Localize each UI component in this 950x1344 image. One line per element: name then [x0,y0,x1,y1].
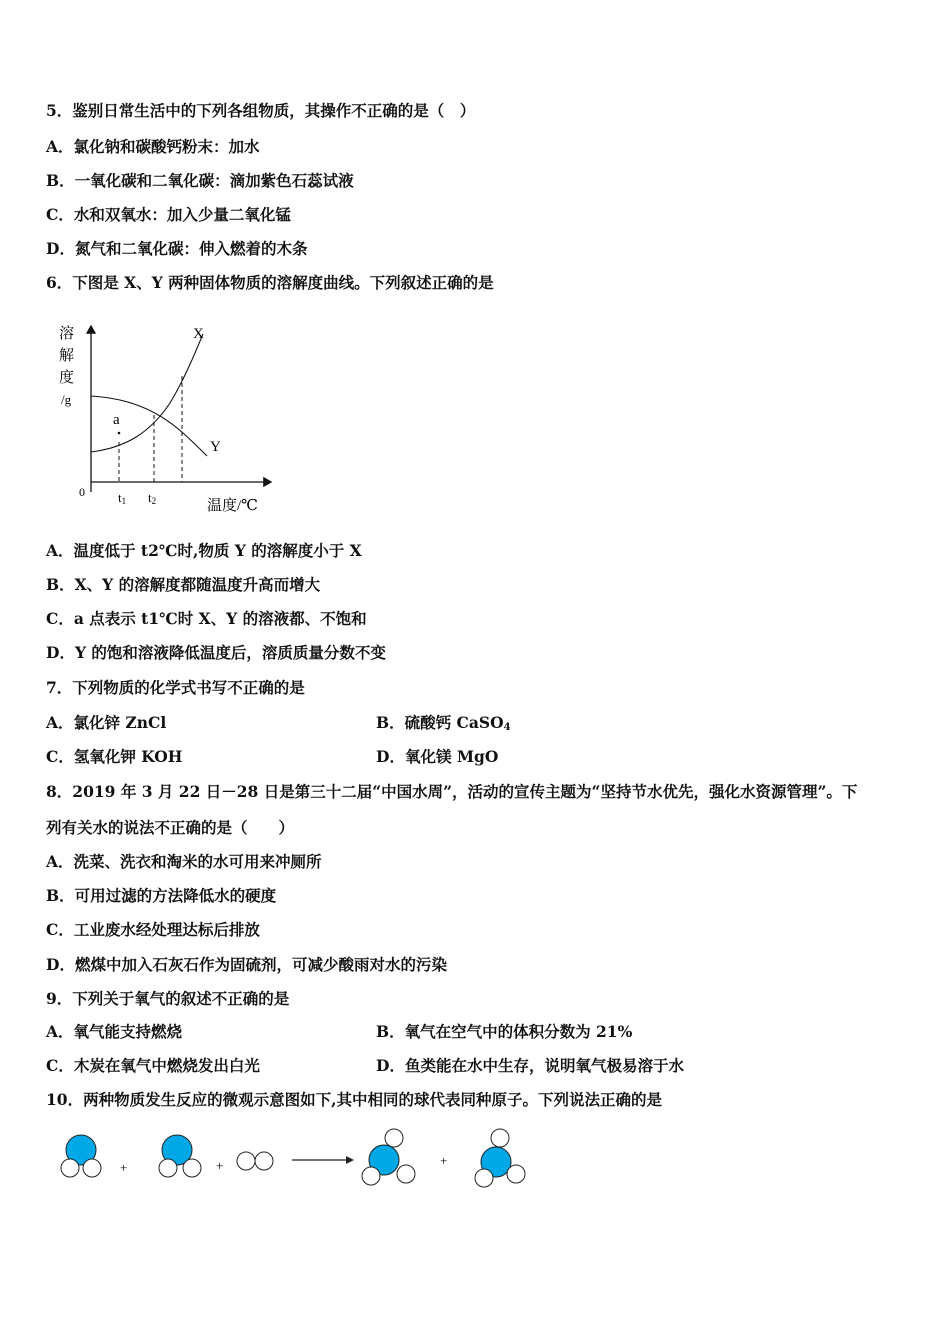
reaction-arrow-icon [292,1156,354,1164]
plus-sign-2: + [216,1158,224,1173]
tick-t1: t1 [118,490,127,506]
q5-option-a: A．氯化钠和碳酸钙粉末：加水 [46,137,260,156]
plus-sign-1: + [120,1160,128,1175]
q8-option-d: D．燃煤中加入石灰石作为固硫剂，可减少酸雨对水的污染 [46,955,447,974]
q5-option-d: D．氮气和二氧化碳：伸入燃着的木条 [46,239,308,258]
ylabel-char-4: /g [61,392,72,407]
point-a-dot [118,432,121,435]
molecule-product-1 [362,1129,415,1185]
q6-option-b: B．X、Y 的溶解度都随温度升高而增大 [46,575,321,594]
q5-option-b: B．一氧化碳和二氧化碳：滴加紫色石蕊试液 [46,171,354,190]
q7-stem: 7．下列物质的化学式书写不正确的是 [46,678,305,697]
molecule-reactant-2 [159,1135,201,1177]
q9-option-b: B．氧气在空气中的体积分数为 21% [376,1022,633,1041]
q6-option-d: D．Y 的饱和溶液降低温度后，溶质质量分数不变 [46,643,386,662]
plus-sign-3: + [440,1153,448,1168]
q6-stem: 6．下图是 X、Y 两种固体物质的溶解度曲线。下列叙述正确的是 [46,273,494,292]
solubility-chart [55,318,275,518]
q6-option-a: A．温度低于 t2℃时,物质 Y 的溶解度小于 X [46,541,362,560]
reaction-diagram [40,1120,560,1200]
molecule-reactant-1 [61,1135,101,1177]
q10-stem: 10．两种物质发生反应的微观示意图如下,其中相同的球代表同种原子。下列说法正确的是 [46,1090,662,1109]
q9-option-c: C．木炭在氧气中燃烧发出白光 [46,1056,260,1075]
curve-y [91,396,207,456]
ylabel-char-1: 溶 [59,326,75,342]
q5-option-c: C．水和双氧水：加入少量二氧化锰 [46,205,291,224]
curve-y-label: Y [210,439,221,455]
molecule-product-2 [475,1129,525,1187]
q8-option-c: C．工业废水经处理达标后排放 [46,920,260,939]
curve-x [91,334,203,452]
q5-stem: 5．鉴别日常生活中的下列各组物质，其操作不正确的是（ ） [46,101,476,120]
q7-option-c: C．氢氧化钾 KOH [46,747,183,766]
q9-option-a: A．氧气能支持燃烧 [46,1022,183,1041]
curve-x-label: X [193,326,204,342]
ylabel-char-3: 度 [59,370,75,386]
q7-option-b: B．硫酸钙 CaSO$_4$ [376,713,511,733]
q8-option-b: B．可用过滤的方法降低水的硬度 [46,886,277,905]
q9-stem: 9．下列关于氧气的叙述不正确的是 [46,989,290,1008]
tick-t2: t2 [148,490,157,506]
q8-stem-line2: 列有关水的说法不正确的是（ ） [46,818,295,837]
molecule-reactant-3 [237,1152,273,1170]
q8-option-a: A．洗菜、洗衣和淘米的水可用来冲厕所 [46,852,322,871]
origin-label: 0 [79,485,85,499]
q7-option-d: D．氧化镁 MgO [376,747,499,766]
q6-option-c: C．a 点表示 t1℃时 X、Y 的溶液都、不饱和 [46,609,367,628]
q7-option-a: A．氯化锌 ZnCl [46,713,167,732]
ylabel-char-2: 解 [59,348,75,364]
point-a-label: a [113,412,120,428]
q9-option-d: D．鱼类能在水中生存，说明氧气极易溶于水 [376,1056,684,1075]
q8-stem-line1: 8．2019 年 3 月 22 日－28 日是第三十二届“中国水周”，活动的宣传主题为“坚持节水优先，强化水资源管理”。下 [46,782,858,801]
xlabel: 温度/℃ [207,498,258,514]
